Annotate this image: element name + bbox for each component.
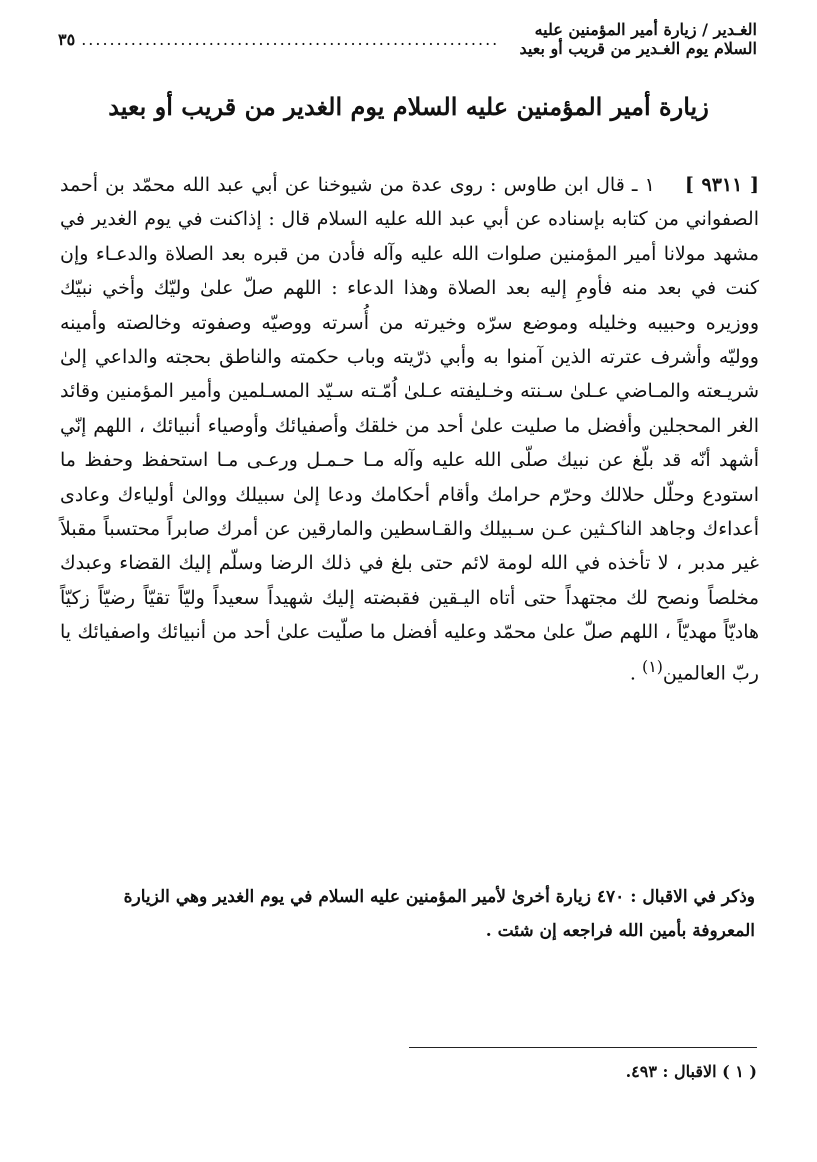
hadith-end-mark: . bbox=[629, 662, 642, 685]
editor-note-line-1: وذكر في الاقبال : ٤٧٠ زيارة أخرىٰ لأمير المؤمنين عليه السلام في يوم الغدير وهي الزيارة bbox=[123, 887, 755, 907]
running-header bbox=[58, 20, 757, 58]
footnote: ( ١ ) الاقبال : ٤٩٣. bbox=[625, 1062, 757, 1081]
footnote-marker: (١) bbox=[642, 656, 663, 676]
running-header-title: الغـدير / زيارة أمير المؤمنين عليه السلام يوم الغـدير من قريب أو بعيد bbox=[519, 20, 757, 58]
editor-note bbox=[62, 880, 755, 948]
editor-note-line-2: المعروفة بأمين الله فراجعه إن شئت . bbox=[485, 921, 755, 941]
leader-dots: ........................................................... bbox=[81, 29, 500, 49]
page-title: زيارة أمير المؤمنين عليه السلام يوم الغدير من قريب أو بعيد bbox=[108, 92, 709, 121]
hadith-reference-number: [ ٩٣١١ ] bbox=[684, 174, 760, 196]
hadith-text: ١ ـ قال ابن طاوس : روى عدة من شيوخنا عن أبي عبد الله محمّد بن أحمد الصفواني من كتابه بإسناده عن أبي عبد الله عليه السلام قال : إذاكنت في يوم الغدير في مشهد مولانا أمير المؤمنين صلوات الله عليه وآله فأدن من قبره بعد الصلاة والدعـاء وإن كنت في بعد منه فأومِ إليه بعد الصلاة وهذا الدعاء : اللهم صلّ علىٰ وليّك وأخي نبيّك ووزيره وحبيبه وخليله وموضع سرّه وخيرته من أُسرته ووصيّه وصفوته وخالصته وأمينه ووليّه وأشرف عترته الذين آمنوا به وأبي ذرّيته وباب حكمته والناطق بحجته والداعي إلىٰ شريـعته والمـاضي عـلىٰ سـنته وخـليفته عـلىٰ اُمّـته سـيّد المسـلمين وأمير المؤمنين وقائد الغر المحجلين وأفضل ما صليت علىٰ أحد من خلقك وأصفيائك وأوصياء أنبيائك ، اللهم إنّي أشهد أنّه قد بلّغ عن نبيك صلّى الله عليه وآله مـا حـمـل ورعـى مـا استحفظ وحفظ ما استودع وحلّل حلالك وحرّم حرامك وأقام أحكامك ودعا إلىٰ سبيلك ووالىٰ أولياءك وعادى أعداءك وجاهد الناكـثين عـن سـبيلك والقـاسطين والمارقين عن أمرك صابراً محتسباً مقبلاً غير مدبر ، لا تأخذه في الله لومة لائم حتى بلغ في ذلك الرضا وسلّم إليك القضاء وعبدك مخلصاً ونصح لك مجتهداً حتى أتاه اليـقين فقبضته إليك شهيداً سعيداً وليّاً تقيّاً رضيّاً زكيّاً هاديّاً مهديّاً ، اللهم صلّ علىٰ محمّد وعليه أفضل ما صلّيت علىٰ أحد من أنبيائك واصفيائك يا ربّ العالمين bbox=[60, 174, 759, 685]
footnote-divider bbox=[409, 1047, 757, 1048]
page-number: ٣٥ bbox=[58, 29, 76, 49]
hadith-paragraph bbox=[60, 168, 759, 690]
